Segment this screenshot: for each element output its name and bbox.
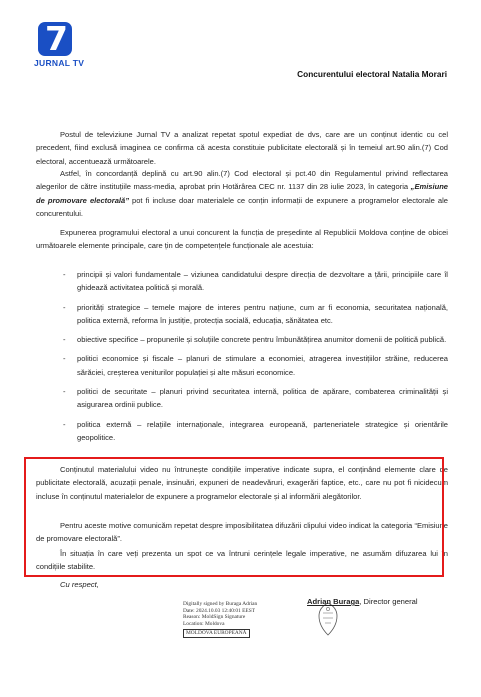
paragraph-2-text-a: Astfel, în concordanță deplină cu art.90 alin.(7) Cod electoral și pct.40 din Regulamentul privind reflectarea alegerilor de către instituțiile mass-media, aprobat prin Hotărârea CEC nr. 1137 din 28 iulie 2023, în categoria [36, 169, 448, 192]
highlight-paragraph-2-text: Pentru aceste motive comunicăm repetat despre imposibilitatea difuzării clipului video indicat la categoria “Emisiune de promovare electorală”. [36, 521, 448, 544]
paragraph-2 [36, 167, 448, 220]
letter-body [36, 0, 448, 697]
list-item-text: politica externă – relațiile internaționale, integrarea europeană, parteneriatele strategice și orientările geopolitice. [77, 419, 448, 442]
list-item: - politica externă – relațiile internaționale, integrarea europeană, parteneriatele strategice și orientările geopolitice. [63, 419, 448, 442]
signer-name: Adrian Buraga [307, 597, 360, 606]
list-item-text: priorități strategice – temele majore de interes pentru națiune, cum ar fi economia, securitatea națională, politica externă, reforma în justiție, protecția socială, educația, sănătatea etc. [77, 302, 448, 325]
signature-stamp: MOLDOVA EUROPEANĂ [183, 629, 250, 638]
list-item: - obiective specifice – propunerile și soluțiile concrete pentru îmbunătățirea anumitor domenii de politică publică. [63, 335, 447, 345]
red-highlight-box [24, 457, 444, 577]
signature-line-4: Location: Moldova [183, 621, 225, 628]
list-item: - politici de securitate – planuri privind securitatea internă, politica de apărare, combaterea criminalității și asigurarea ordinii publice. [63, 387, 448, 410]
list-item-text: politici de securitate – planuri privind securitatea internă, politica de apărare, combaterea criminalității și asigurarea ordinii publice. [77, 387, 448, 410]
highlight-paragraph-1-text: Conținutul materialului video nu întrunește condițiile imperative indicate supra, el conținând elemente clare de publicitate electorală, acuzații penale, insinuări, expuneri de neadevăruri, exagerări faptice, etc., care nu pot fi nicidecum incluse în conținutul materialelor de expunere a programelor electorale și al informării alegătorilor. [36, 465, 448, 501]
closing-respect: Cu respect, [60, 580, 99, 589]
list-item-text: politici economice și fiscale – planuri de stimulare a economiei, atragerea investițiilor străine, reducerea sărăciei, creșterea veniturilor populației și alte măsuri economice. [77, 354, 448, 377]
recipient-line: Concurentului electoral Natalia Morari [297, 69, 447, 79]
paragraph-1 [36, 128, 448, 168]
signature-line-3: Reason: MoldSign Signature [183, 614, 246, 621]
list-item: - principii și valori fundamentale – viziunea candidatului despre direcția de dezvoltare a țării, principiile care îl ghidează activitatea politică și morală. [63, 270, 448, 293]
list-item-text: principii și valori fundamentale – viziunea candidatului despre direcția de dezvoltare a țării, principiile care îl ghidează activitatea politică și morală. [77, 270, 448, 293]
signature-line-1: Digitally signed by Buraga Adrian [183, 601, 258, 607]
logo-seven-glyph: 7 [45, 19, 68, 58]
paragraph-3-text: Expunerea programului electoral a unui concurent la funcția de președinte al Republicii Moldova conține de obicei următoarele elemente principale, care țin de competențele funcționale ale acestuia: [36, 228, 448, 251]
paragraph-2-emphasis: „Emisiune de promovare electorală” [36, 182, 448, 205]
list-item: - priorități strategice – temele majore de interes pentru națiune, cum ar fi economia, securitatea națională, politica externă, reforma în justiție, protecția socială, educația, sănătatea etc. [63, 302, 448, 325]
signer-line [307, 597, 418, 606]
highlight-paragraph-3-text: În situația în care veți prezenta un spot ce va întruni cerințele legale imperative, ne asumăm difuzarea lui în condițiile stabilite. [36, 549, 448, 572]
paragraph-3 [36, 226, 448, 253]
signature-line-2: Date: 2024.10.03 12:40:01 EEST [183, 607, 256, 614]
list-item: - politici economice și fiscale – planuri de stimulare a economiei, atragerea investițiilor străine, reducerea sărăciei, creșterea veniturilor populației și alte măsuri economice. [63, 354, 448, 377]
paragraph-2-text-b: pot fi incluse doar materialele ce conțin informații de expunere a programelor electorale ale concurentului. [36, 195, 448, 218]
brand-name: JURNAL TV [34, 58, 85, 68]
competence-list [36, 268, 448, 444]
list-item-text: obiective specifice – propunerile și soluțiile concrete pentru îmbunătățirea anumitor domenii de politică publică. [77, 335, 447, 345]
signer-title: , Director general [359, 597, 418, 606]
digital-signature-block [183, 601, 257, 638]
paragraph-1-text: Postul de televiziune Jurnal TV a analizat repetat spotul expediat de dvs, care are un conținut identic cu cel precedent, fiind exclusă imaginea ce confirma că acesta constituie publicitate electorală și în temeiul art.90 alin.(7) Cod electoral, accentuează următoarele. [36, 130, 448, 166]
